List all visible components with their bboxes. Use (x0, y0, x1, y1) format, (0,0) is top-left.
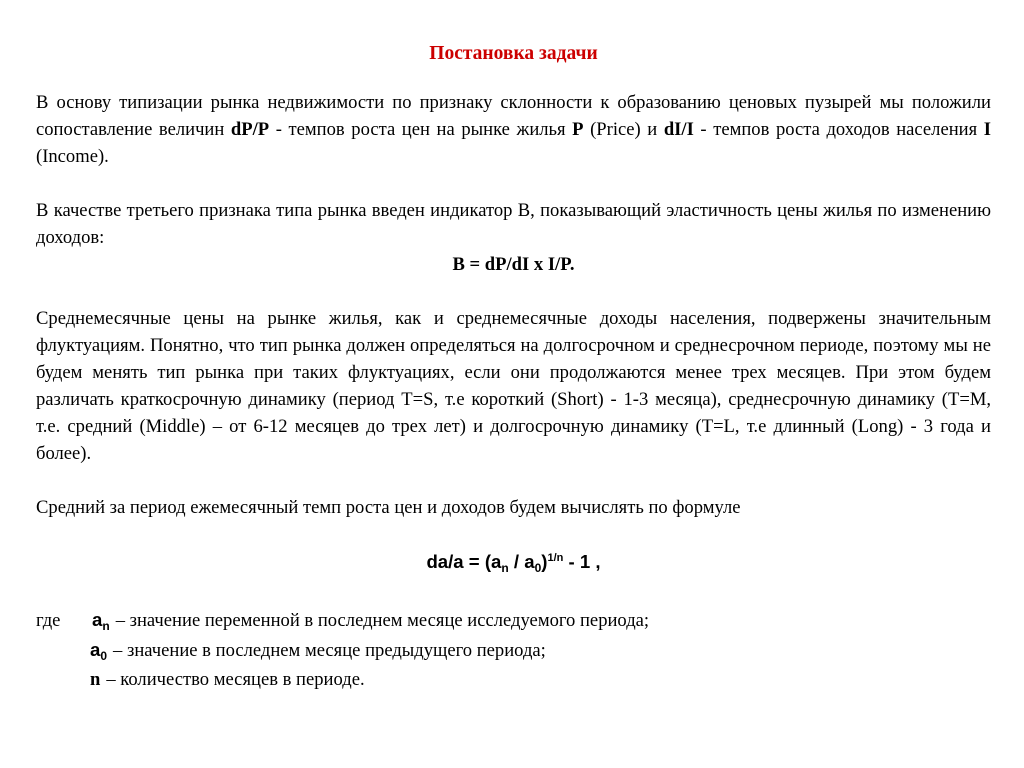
p1-term-di-i: dI/I (663, 119, 694, 140)
var-a0: $a_0$ (90, 639, 108, 663)
formula-da-close: ) (541, 551, 548, 572)
paragraph-fluctuations: Среднемесячные цены на рынке жилья, как и среднемесячные доходы населения, подвержены значительным флуктуациям. Понятно, что тип рынка должен определяться на долгосрочном и среднесрочном периоде, поэтому мы не будем менять тип рынка при таких флуктуациях, если они продолжаются менее трех месяцев. При этом будем различать краткосрочную динамику (период T=S, т.е короткий (Short) - 1-3 месяца), среднесрочную динамику (T=M, т.е. средний (Middle) – от 6-12 месяцев до трех лет) и долгосрочную динамику (T=L, т.е длинный (Long) - 3 года и более). (36, 308, 991, 464)
slide-title: Постановка задачи (429, 43, 598, 64)
where-desc-an: – значение переменной в последнем месяце исследуемого периода; (115, 610, 650, 631)
formula-average-rate (36, 548, 991, 579)
formula-da-tail: - 1 , (563, 551, 601, 572)
where-desc-a0: – значение в последнем месяце предыдущего периода; (113, 640, 546, 661)
paragraph-average-rate: Средний за период ежемесячный темп роста цен и доходов будем вычислять по формуле (36, 497, 741, 518)
where-label: где (36, 610, 61, 631)
p1-text-3: (Price) и (583, 119, 664, 140)
paragraph-dp-di (36, 89, 991, 170)
formula-da-sup: 1/n (547, 552, 564, 564)
slide (36, 40, 991, 693)
where-row-n (36, 666, 991, 693)
p1-term-p: P (572, 119, 584, 140)
where-row-a0 (36, 636, 991, 666)
var-an: $a_n$ (92, 609, 110, 633)
formula-da-sub-0: 0 (534, 561, 542, 575)
p1-term-i: I (983, 119, 991, 140)
var-n: n (90, 669, 101, 690)
p1-text-2: - темпов роста цен на рынке жилья (269, 119, 573, 140)
formula-da-sub-n: n (501, 561, 509, 575)
p1-text-5: (Income). (36, 146, 109, 167)
p1-text-4: - темпов роста доходов населения (693, 119, 984, 140)
formula-elasticity: B = dP/dI x I/P. (452, 254, 575, 275)
paragraph-elasticity: В качестве третьего признака типа рынка введен индикатор В, показывающий эластичность цены жилья по изменению доходов: (36, 200, 991, 248)
formula-da-lhs: da/a = (a (426, 551, 502, 572)
formula-da-mid: / a (508, 551, 535, 572)
where-row-an (36, 606, 991, 636)
p1-term-dp-p: dP/P (230, 119, 270, 140)
where-desc-n: – количество месяцев в периоде. (106, 669, 365, 690)
p1-text-1: В основу типизации рынка недвижимости по признаку склонности к образованию ценовых пузырей мы положили сопоставление величин (36, 92, 991, 140)
